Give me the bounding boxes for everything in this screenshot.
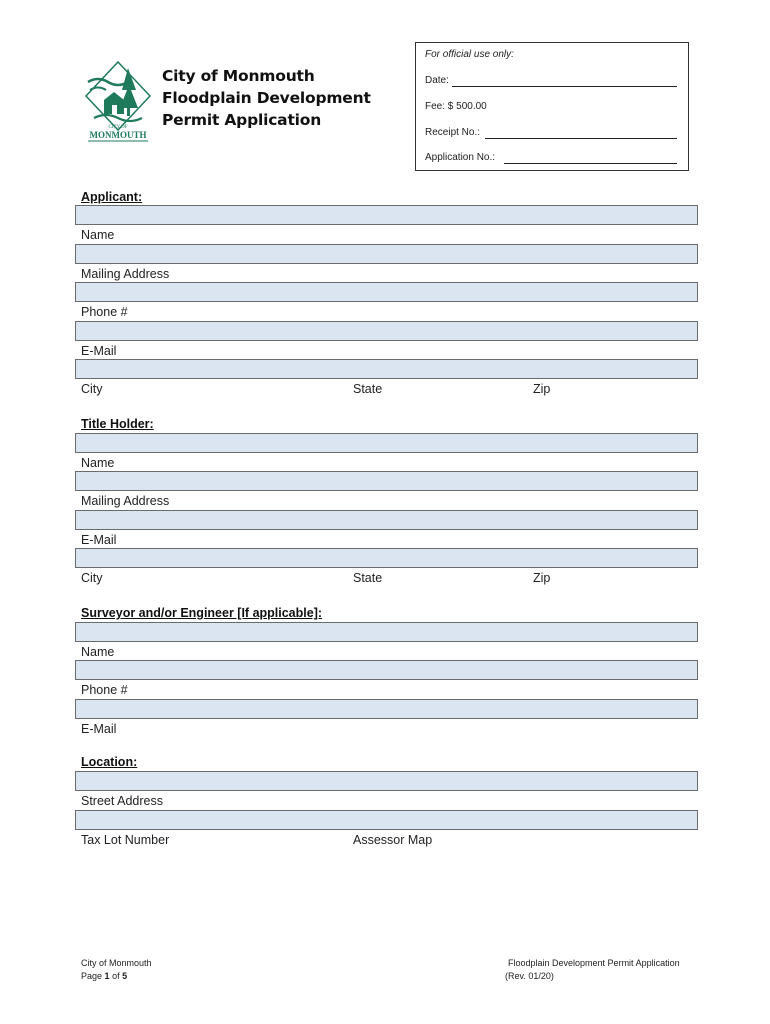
footer-page-word: Page — [81, 971, 103, 981]
surveyor-email-field[interactable] — [75, 699, 698, 719]
title-holder-section-title: Title Holder: — [81, 417, 154, 431]
surveyor-phone-label: Phone # — [81, 683, 128, 697]
footer-revision: (Rev. 01/20) — [505, 971, 554, 981]
location-tax-lot-field[interactable] — [75, 810, 698, 830]
applicant-mailing-address-field[interactable] — [75, 244, 698, 264]
applicant-city-label: City — [81, 382, 103, 396]
applicant-phone-label: Phone # — [81, 305, 128, 319]
location-street-address-label: Street Address — [81, 794, 163, 808]
applicant-name-label: Name — [81, 228, 115, 242]
surveyor-phone-field[interactable] — [75, 660, 698, 680]
official-application-line[interactable] — [504, 163, 677, 164]
title-holder-state-label: State — [353, 571, 383, 585]
title-holder-mailing-address-field[interactable] — [75, 471, 698, 491]
page-title-line-1: City of Monmouth — [162, 67, 315, 85]
footer-page-number: 1 — [104, 971, 110, 981]
footer-org: City of Monmouth — [81, 958, 152, 968]
surveyor-email-label: E-Mail — [81, 722, 117, 736]
applicant-mailing-address-label: Mailing Address — [81, 267, 170, 281]
surveyor-section-title: Surveyor and/or Engineer [If applicable]: — [81, 606, 323, 620]
title-holder-mailing-address-label: Mailing Address — [81, 494, 170, 508]
applicant-city-state-zip-field[interactable] — [75, 359, 698, 379]
official-use-heading: For official use only: — [425, 49, 514, 60]
applicant-name-field[interactable] — [75, 205, 698, 225]
applicant-section-title: Applicant: — [81, 190, 143, 204]
city-logo — [84, 60, 152, 144]
footer-page-of: of — [112, 971, 120, 981]
location-section-title: Location: — [81, 755, 138, 769]
title-holder-city-label: City — [81, 571, 103, 585]
title-holder-zip-label: Zip — [533, 571, 551, 585]
applicant-email-label: E-Mail — [81, 344, 117, 358]
page-title-line-3: Permit Application — [162, 111, 322, 129]
footer-page-info — [81, 971, 127, 981]
official-application-label: Application No.: — [425, 152, 496, 163]
page-title-line-2: Floodplain Development — [162, 89, 371, 107]
title-holder-city-state-zip-field[interactable] — [75, 548, 698, 568]
applicant-state-label: State — [353, 382, 383, 396]
logo-name-text: MONMOUTH — [89, 130, 147, 140]
logo-top-text: CITY OF — [108, 125, 128, 130]
applicant-zip-label: Zip — [533, 382, 551, 396]
title-holder-email-field[interactable] — [75, 510, 698, 530]
title-holder-name-label: Name — [81, 456, 115, 470]
surveyor-name-label: Name — [81, 645, 115, 659]
footer-page-total: 5 — [122, 971, 128, 981]
location-tax-lot-label: Tax Lot Number — [81, 833, 170, 847]
applicant-email-field[interactable] — [75, 321, 698, 341]
location-street-address-field[interactable] — [75, 771, 698, 791]
title-holder-name-field[interactable] — [75, 433, 698, 453]
title-holder-email-label: E-Mail — [81, 533, 117, 547]
footer-doc-title: Floodplain Development Permit Application — [508, 958, 680, 968]
official-fee-label: Fee: $ 500.00 — [425, 101, 487, 112]
official-date-label: Date: — [425, 75, 449, 86]
official-receipt-line[interactable] — [485, 138, 677, 139]
applicant-phone-field[interactable] — [75, 282, 698, 302]
official-date-line[interactable] — [452, 86, 677, 87]
official-use-box — [415, 42, 689, 171]
official-receipt-label: Receipt No.: — [425, 127, 481, 138]
location-assessor-map-label: Assessor Map — [353, 833, 433, 847]
surveyor-name-field[interactable] — [75, 622, 698, 642]
